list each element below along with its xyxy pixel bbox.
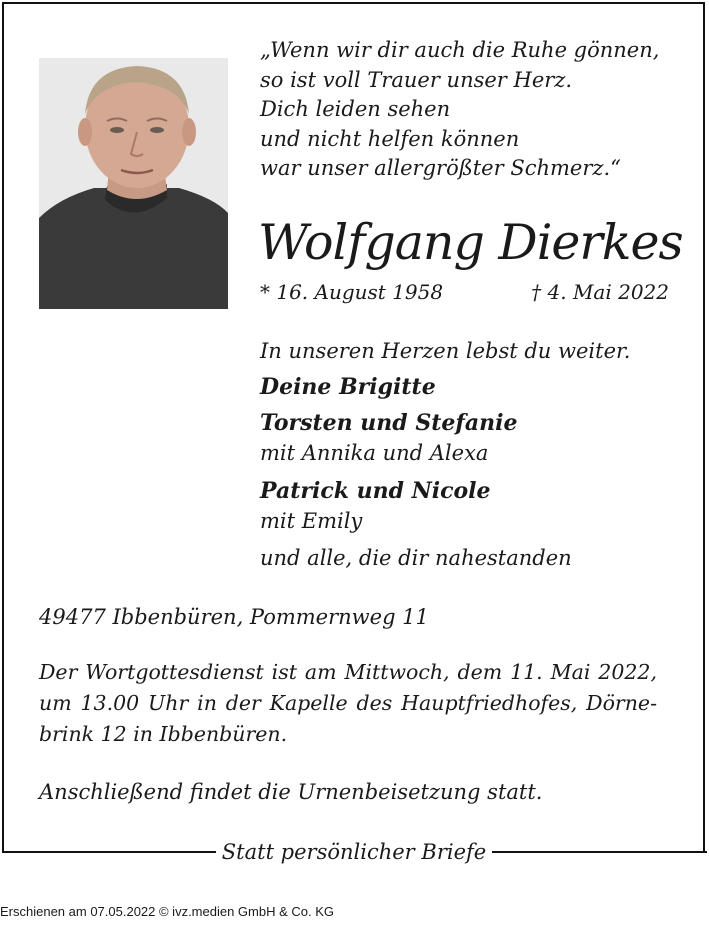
mourner-group-2: Torsten und Stefanie [260, 410, 518, 436]
deceased-name: Wolfgang Dierkes [258, 214, 683, 271]
quote-line: „Wenn wir dir auch die Ruhe gönnen, [260, 38, 660, 62]
memorial-quote [260, 36, 680, 184]
mourner-group-3: Patrick und Nicole [260, 478, 491, 504]
urn-burial-note: Anschließend findet die Urnenbeisetzung statt. [39, 780, 543, 804]
mourner-group-3-sub: mit Emily [260, 509, 363, 533]
birth-date: * 16. August 1958 [260, 280, 444, 304]
service-line: brink 12 in Ibbenbüren. [39, 722, 288, 746]
mourners-closing: und alle, die dir nahestanden [260, 546, 572, 570]
publication-credit: Erschienen am 07.05.2022 © ivz.medien GmbH & Co. KG [0, 904, 335, 919]
no-personal-letters-note: Statt persönlicher Briefe [221, 840, 487, 864]
service-details [39, 657, 657, 750]
mourner-group-1: Deine Brigitte [260, 374, 436, 400]
service-line: um 13.00 Uhr in der Kapelle des Hauptfriedhofes, Dörne- [39, 691, 657, 715]
mourners-intro: In unseren Herzen lebst du weiter. [260, 339, 631, 363]
portrait-photo [39, 58, 228, 309]
mourner-group-2-sub: mit Annika und Alexa [260, 441, 489, 465]
quote-line: so ist voll Trauer unser Herz. [260, 67, 573, 92]
death-date: † 4. Mai 2022 [531, 280, 669, 304]
service-line: Der Wortgottesdienst ist am Mittwoch, dem 11. Mai 2022, [39, 660, 657, 684]
quote-line: und nicht helfen können [260, 126, 520, 151]
frame-bottom-rule-right [492, 851, 707, 853]
home-address: 49477 Ibbenbüren, Pommernweg 11 [39, 605, 429, 629]
quote-line: war unser allergrößter Schmerz.“ [260, 156, 621, 180]
quote-line: Dich leiden sehen [260, 97, 451, 121]
frame-bottom-rule-left [2, 851, 216, 853]
